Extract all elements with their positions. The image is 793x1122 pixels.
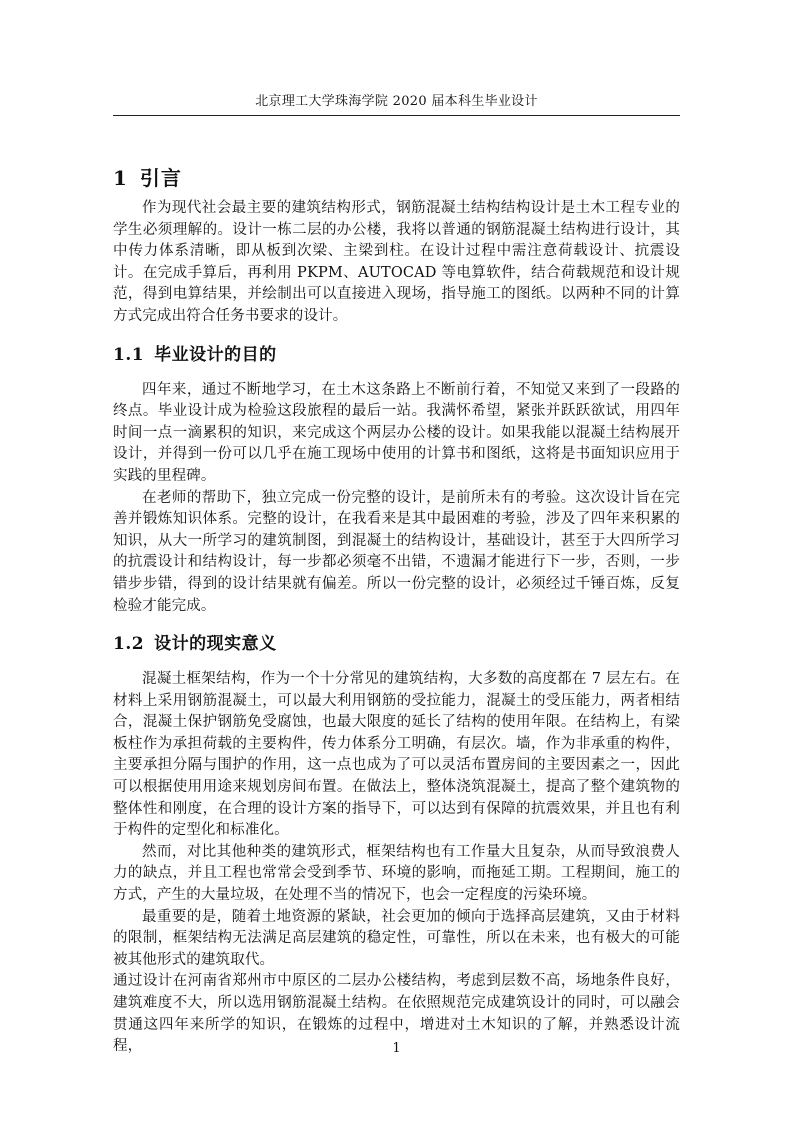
paragraph: 作为现代社会最主要的建筑结构形式，钢筋混凝土结构结构设计是土木工程专业的学生必须理解的。设计一栋二层的办公楼，我将以普通的钢筋混凝土结构进行设计，其中传力体系清晰，即从板到次梁、主梁到柱。在设计过程中需注意荷载设计、抗震设计。在完成手算后，再利用 PKPM、AUTOCAD 等电算软件，结合荷载规范和设计规范，得到电算结果，并绘制出可以直接进入现场，指导施工的图纸。以两种不同的计算方式完成出符合任务书要求的设计。 [113,200,680,324]
chapter-title: 引言 [139,166,182,190]
section-heading [113,336,680,374]
page-number: 1 [392,1041,401,1056]
paragraph: 四年来，通过不断地学习，在土木这条路上不断前行着，不知觉又来到了一段路的终点。毕业设计成为检验这段旅程的最后一站。我满怀希望，紧张并跃跃欲试，用四年时间一点一滴累积的知识，来完成这个两层办公楼的设计。如果我能以混凝土结构展开设计，并得到一份可以几乎在施工现场中使用的计算书和图纸，这将是书面知识应用于实践的里程碑。 [113,381,680,484]
section-number: 1.1 [113,344,145,365]
section-heading [113,625,680,663]
paragraph: 混凝土框架结构，作为一个十分常见的建筑结构，大多数的高度都在 7 层左右。在材料上采用钢筋混凝土，可以最大利用钢筋的受拉能力，混凝土的受压能力，两者相结合，混凝土保护钢筋免受腐蚀，也最大限度的延长了结构的使用年限。在结构上，有梁板柱作为承担荷载的主要构件，传力体系分工明确，有层次。墙，作为非承重的构件，主要承担分隔与围护的作用，这一点也成为了可以灵活布置房间的主要因素之一，因此可以根据使用用途来规划房间布置。在做法上，整体浇筑混凝土，提高了整个建筑物的整体性和刚度，在合理的设计方案的指导下，可以达到有保障的抗震效果，并且也有利于构件的定型化和标准化。 [113,671,680,839]
section-title: 设计的现实意义 [154,634,277,655]
header-divider [113,115,680,116]
paragraph: 在老师的帮助下，独立完成一份完整的设计，是前所未有的考验。这次设计旨在完善并锻炼知识体系。完整的设计，在我看来是其中最困难的考验，涉及了四年来积累的知识，从大一所学习的建筑制图，到混凝土的结构设计，基础设计，甚至于大四所学习的抗震设计和结构设计，每一步都必须毫不出错，不遗漏才能进行下一步，否则，一步错步步错，得到的设计结果就有偏差。所以一份完整的设计，必须经过千锤百炼，反复检验才能完成。 [113,489,680,614]
running-header: 北京理工大学珠海学院 2020 届本科生毕业设计 [255,94,538,109]
chapter-number: 1 [113,166,128,190]
chapter-heading [113,158,680,198]
page-content [113,158,680,1058]
paragraph: 然而，对比其他种类的建筑形式，框架结构也有工作量大且复杂，从而导致浪费人力的缺点，并且工程也常常会受到季节、环境的影响，而拖延工期。工程期间，施工的方式，产生的大量垃圾，在处理不当的情况下，也会一定程度的污染环境。 [113,843,680,904]
section-title: 毕业设计的目的 [154,344,277,365]
section-number: 1.2 [113,634,145,655]
paragraph: 最重要的是，随着土地资源的紧缺，社会更加的倾向于选择高层建筑，又由于材料的限制，框架结构无法满足高层建筑的稳定性，可靠性，所以在未来，也有极大的可能被其他形式的建筑取代。 [113,908,680,968]
paragraph: 通过设计在河南省郑州市中原区的二层办公楼结构，考虑到层数不高，场地条件良好，建筑难度不大，所以选用钢筋混凝土结构。在依照规范完成建筑设计的同时，可以融会贯通这四年来所学的知识，在锻炼的过程中，增进对土木知识的了解，并熟悉设计流程， [113,973,680,1055]
